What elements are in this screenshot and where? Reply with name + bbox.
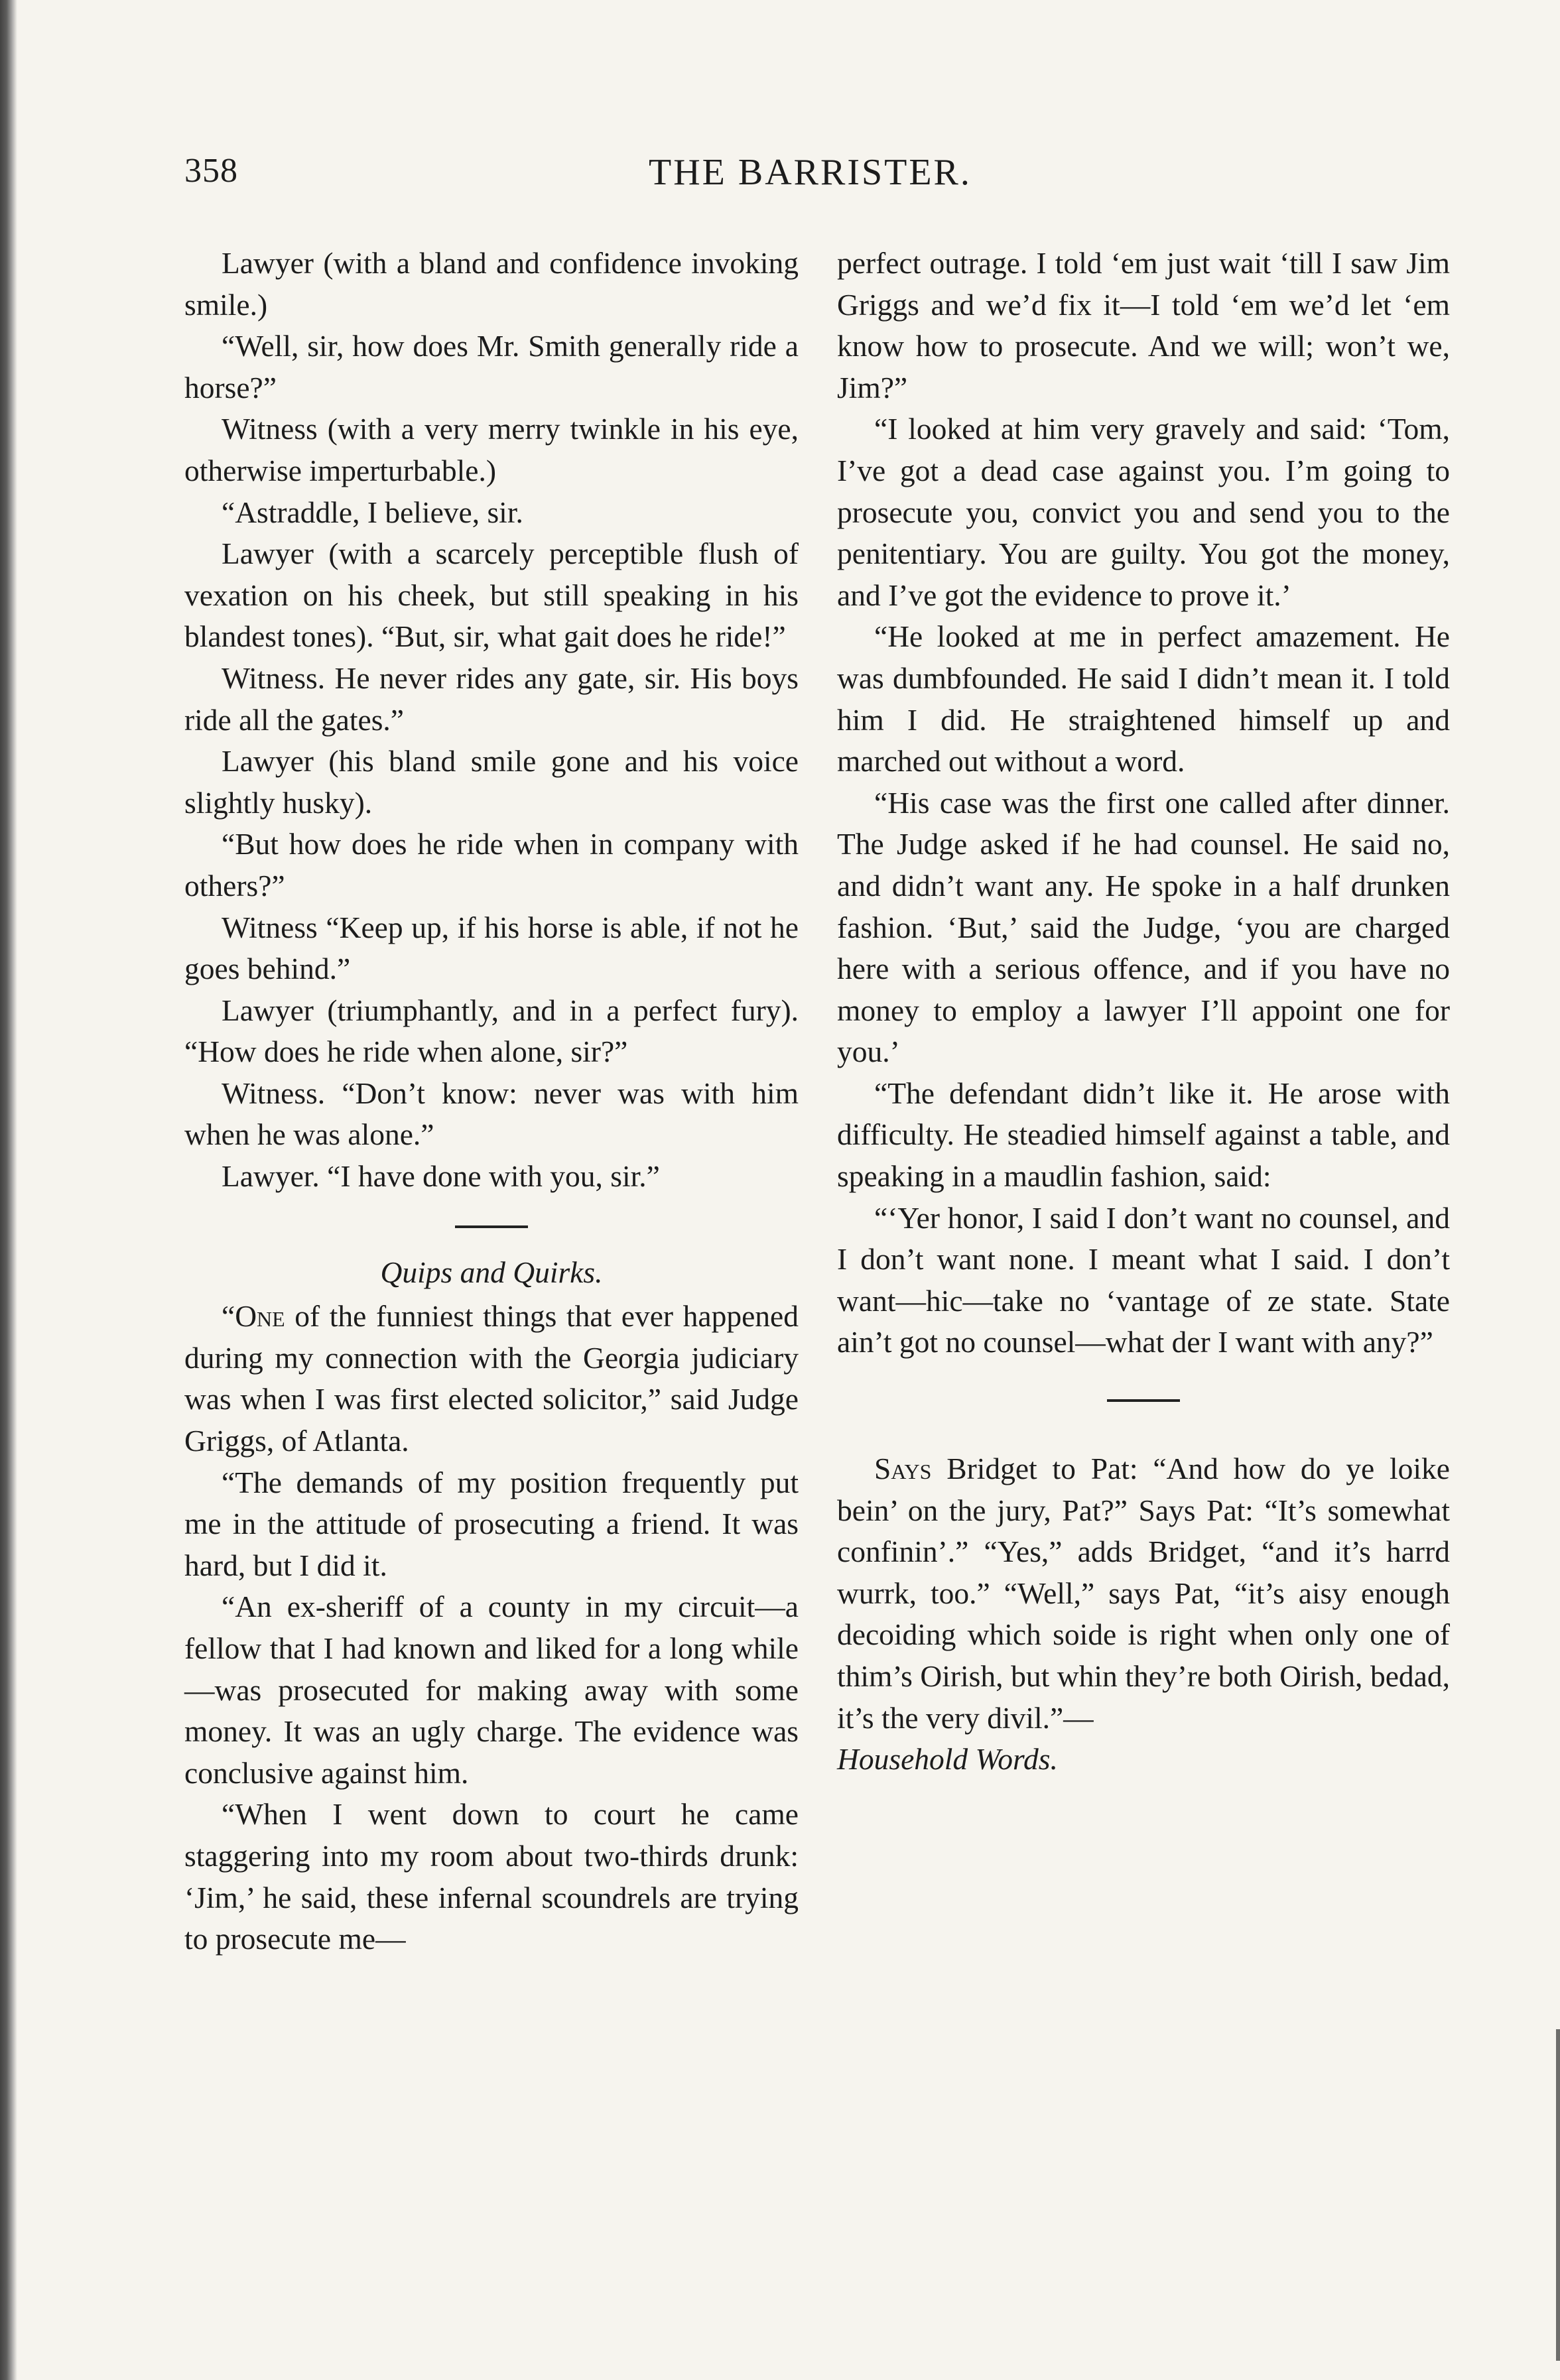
paragraph: “The defendant didn’t like it. He arose with difficulty. He steadied himself against a table, and speaking in a maudlin fashion, said:: [837, 1076, 1450, 1194]
paragraph-text: of the funniest things that ever happened during my connection with the Georgia judiciary was when I was first elected solicitor,” said Judge Griggs, of Atlanta.: [184, 1299, 799, 1458]
page-edge-shadow: [1556, 2029, 1560, 2361]
right-column: [837, 243, 1450, 1781]
paragraph: “An ex-sheriff of a county in my circuit—a fellow that I had known and liked for a long while—was prosecuted for making away with some money. It was an ugly charge. The evidence was conclusive against him.: [184, 1590, 799, 1790]
paragraph: “His case was the first one called after dinner. The Judge asked if he had counsel. He said no, and didn’t want any. He spoke in a half drunken fashion. ‘But,’ said the Judge, ‘you are charged here with a serious offence, and if you have no money to employ a lawyer I’ll appoint one for you.’: [837, 785, 1450, 1069]
paragraph: “The demands of my position frequently put me in the attitude of prosecuting a friend. It was hard, but I did it.: [184, 1465, 799, 1582]
paragraph: Lawyer (with a scarcely perceptible flush of vexation on his cheek, but still speaking in his blandest tones). “But, sir, what gait does he ride!”: [184, 536, 799, 654]
paragraph: “‘Yer honor, I said I don’t want no counsel, and I don’t want none. I meant what I said. I don’t want—hic—take no ‘vantage of ze state. State ain’t got no counsel—what der I want with any?”: [837, 1200, 1450, 1359]
anecdote-paragraph: [837, 1448, 1450, 1781]
section-divider: [1107, 1399, 1180, 1402]
paragraph: Witness. “Don’t know: never was with him when he was alone.”: [184, 1076, 799, 1152]
paragraph: Witness. He never rides any gate, sir. His boys ride all the gates.”: [184, 660, 799, 737]
paragraph: “I looked at him very gravely and said: ‘Tom, I’ve got a dead case against you. I’m going to prosecute you, convict you and send you to the penitentiary. You are guilty. You got the money, and I’ve got the evidence to prove it.’: [837, 412, 1450, 612]
section-title: Quips and Quirks.: [380, 1255, 603, 1289]
drop-word: Says: [874, 1452, 932, 1486]
paragraph: “He looked at me in perfect amazement. He was dumbfounded. He said I didn’t mean it. I told him I did. He straightened himself up and marched out without a word.: [837, 619, 1450, 779]
paragraph: Lawyer (his bland smile gone and his voice slightly husky).: [184, 744, 799, 820]
paragraph: perfect outrage. I told ‘em just wait ‘till I saw Jim Griggs and we’d fix it—I told ‘em we’d let ‘em know how to prosecute. And we will; won’t we, Jim?”: [837, 246, 1450, 405]
paragraph: “But how does he ride when in company with others?”: [184, 827, 799, 903]
left-column: [184, 243, 799, 1960]
paragraph: Lawyer. “I have done with you, sir.”: [222, 1159, 660, 1194]
paragraph: “One of the funniest things that ever happened during my connection with the Georgia judiciary was when I was first elected solicitor,” said Judge Griggs, of Atlanta.: [184, 1299, 799, 1458]
paragraph: Witness (with a very merry twinkle in his eye, otherwise imperturbable.): [184, 412, 799, 487]
paragraph: Lawyer (with a bland and confidence invoking smile.): [184, 246, 799, 322]
paragraph: Lawyer (triumphantly, and in a perfect fury). “How does he ride when alone, sir?”: [184, 993, 799, 1069]
drop-word: One: [235, 1299, 285, 1334]
paragraph: “Well, sir, how does Mr. Smith generally ride a horse?”: [184, 329, 799, 405]
source-citation: Household Words.: [837, 1742, 1058, 1777]
page-binding-shadow: [0, 0, 17, 2380]
section-divider: [455, 1225, 528, 1228]
running-head: THE BARRISTER.: [649, 152, 972, 193]
page-number: 358: [184, 152, 238, 190]
paragraph-text: Bridget to Pat: “And how do ye loike bein’ on the jury, Pat?” Says Pat: “It’s somewhat confinin’.” “Yes,” adds Bridget, “and it’s harrd wurrk, too.” “Well,” says Pat, “it’s aisy enough decoiding which soide is right when only one of thim’s Oirish, but whin they’re both Oirish, bedad, it’s the very divil.”—: [837, 1452, 1450, 1735]
paragraph: “Astraddle, I believe, sir.: [222, 495, 523, 529]
page-header: [184, 151, 1431, 211]
paragraph: Witness “Keep up, if his horse is able, if not he goes behind.”: [184, 910, 799, 986]
paragraph: “When I went down to court he came staggering into my room about two-thirds drunk: ‘Jim,’ he said, these infernal scoundrels are trying to prosecute me—: [184, 1797, 799, 1956]
